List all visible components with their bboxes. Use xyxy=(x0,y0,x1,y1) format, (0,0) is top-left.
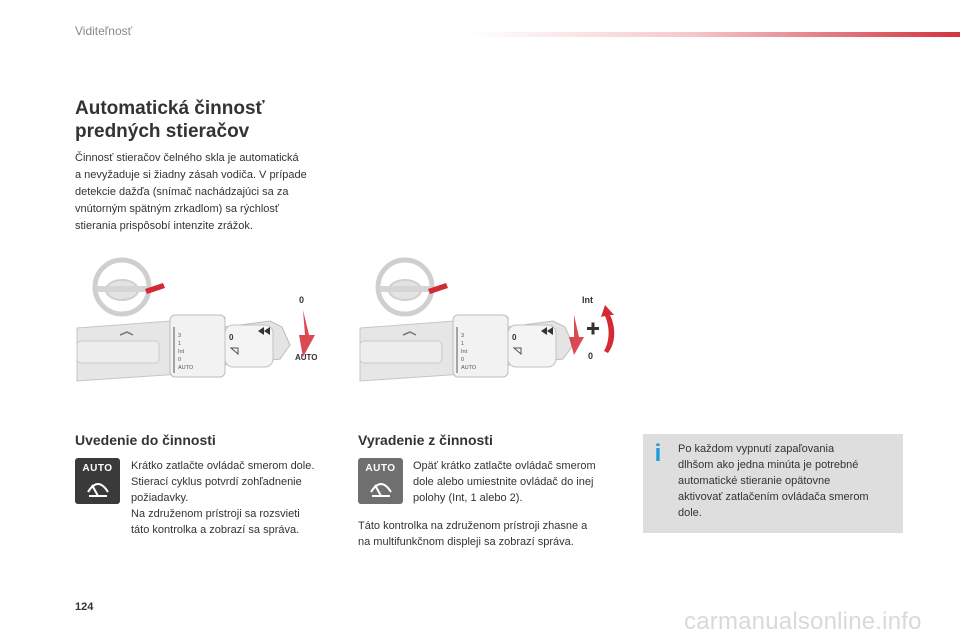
section-title: Viditeľnosť xyxy=(75,24,133,38)
intro-line: a nevyžaduje si žiadny zásah vodiča. V prípade xyxy=(75,169,307,181)
info-icon: i xyxy=(654,440,662,467)
page-heading xyxy=(75,97,265,143)
text-line: Stierací cyklus potvrdí zohľadnenie xyxy=(131,476,302,488)
position-label-zero: 0 xyxy=(299,295,305,305)
activation-text xyxy=(131,458,314,538)
info-text xyxy=(678,441,869,521)
text-line: Krátko zatlačte ovládač smerom dole. xyxy=(131,460,315,472)
intro-paragraph xyxy=(75,150,350,235)
text-line: dole alebo umiestnite ovládač do inej xyxy=(413,476,594,488)
intro-line: stierania prispôsobí intenzite zrážok. xyxy=(75,220,253,232)
watermark: carmanualsonline.info xyxy=(684,608,922,635)
stalk-mark: 3 xyxy=(461,333,465,339)
auto-label: AUTO xyxy=(82,463,113,474)
text-line: polohy (Int, 1 alebo 2). xyxy=(413,492,523,504)
position-label-auto: AUTO xyxy=(295,353,318,362)
wiper-stalk-icon xyxy=(77,315,290,381)
text-line: požiadavky. xyxy=(131,492,189,504)
stalk-position-zero: 0 xyxy=(512,333,517,342)
text-line: automatické stieranie opätovne xyxy=(678,475,831,487)
info-box xyxy=(643,434,903,533)
stalk-mark: 1 xyxy=(461,341,465,347)
steering-wheel-icon xyxy=(95,260,165,314)
text-line: Po každom vypnutí zapaľovania xyxy=(678,443,835,455)
header-accent-bar xyxy=(470,32,960,37)
windshield-wiper-icon xyxy=(86,478,110,498)
page-number: 124 xyxy=(75,601,94,613)
push-up-arrow-icon xyxy=(601,305,614,353)
heading-line-2: predných stieračov xyxy=(75,121,250,142)
stalk-mark: 0 xyxy=(461,357,465,363)
stalk-mark: 3 xyxy=(178,333,182,339)
deactivation-heading: Vyradenie z činnosti xyxy=(358,432,493,448)
stalk-mark: 0 xyxy=(178,357,182,363)
steering-wheel-icon xyxy=(378,260,448,314)
stalk-position-zero: 0 xyxy=(229,333,234,342)
deactivation-text xyxy=(413,458,596,506)
stalk-mark: Int xyxy=(461,349,468,355)
text-line: táto kontrolka a zobrazí sa správa. xyxy=(131,524,300,536)
text-line: na multifunkčnom displeji sa zobrazí správa. xyxy=(358,536,574,548)
position-label-zero: 0 xyxy=(588,351,594,361)
stalk-mark: 1 xyxy=(178,341,182,347)
stalk-mark: AUTO xyxy=(178,365,194,371)
auto-wiper-indicator-off xyxy=(358,458,403,504)
plus-icon xyxy=(587,323,599,335)
wiper-stalk-icon xyxy=(360,315,573,381)
text-line: aktivovať zatlačením ovládača smerom xyxy=(678,491,869,503)
wiper-stalk-illustration-deactivate xyxy=(358,255,630,385)
text-line: dole. xyxy=(678,507,702,519)
text-line: dlhšom ako jedna minúta je potrebné xyxy=(678,459,859,471)
windshield-wiper-icon xyxy=(369,478,393,498)
intro-line: detekcie dažďa (snímač nachádzajúci sa za xyxy=(75,186,289,198)
auto-wiper-indicator-on xyxy=(75,458,120,504)
intro-line: Činnosť stieračov čelného skla je automatická xyxy=(75,152,299,164)
push-down-arrow-icon xyxy=(299,310,315,357)
position-label-int: Int xyxy=(582,295,593,305)
push-down-arrow-icon xyxy=(569,315,584,355)
text-line: Opäť krátko zatlačte ovládač smerom xyxy=(413,460,596,472)
text-line: Táto kontrolka na združenom prístroji zhasne a xyxy=(358,520,588,532)
intro-line: vnútorným spätným zrkadlom) sa rýchlosť xyxy=(75,203,280,215)
deactivation-note xyxy=(358,518,587,550)
activation-heading: Uvedenie do činnosti xyxy=(75,432,216,448)
stalk-mark: Int xyxy=(178,349,185,355)
heading-line-1: Automatická činnosť xyxy=(75,98,265,119)
stalk-mark: AUTO xyxy=(461,365,477,371)
auto-label: AUTO xyxy=(365,463,396,474)
wiper-stalk-illustration-activate xyxy=(75,255,330,385)
text-line: Na združenom prístroji sa rozsvieti xyxy=(131,508,300,520)
